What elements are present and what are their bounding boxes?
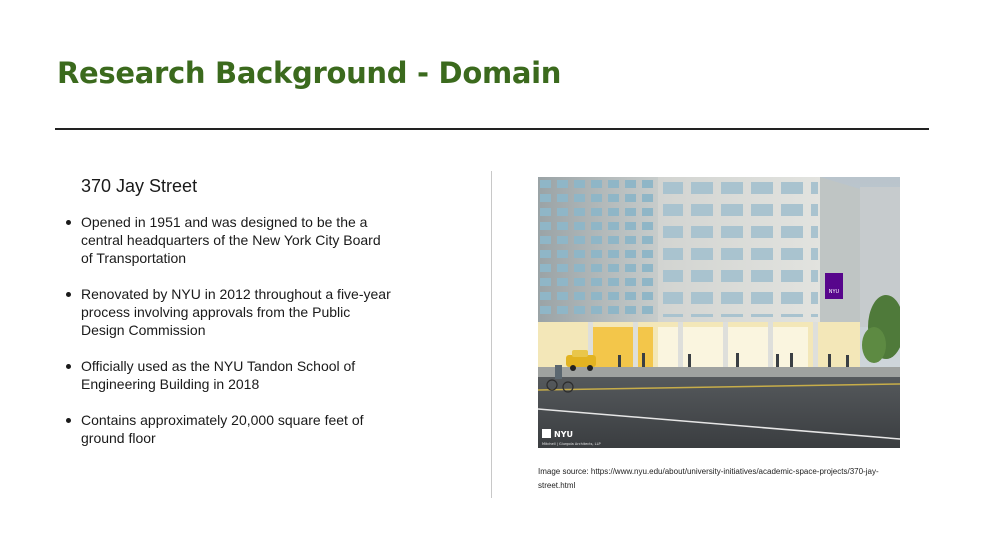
bullet-dot-icon — [66, 220, 71, 225]
bullet-item — [66, 213, 396, 267]
bullet-text: Renovated by NYU in 2012 throughout a five-year process involving approvals from the Public Design Commission — [81, 286, 391, 338]
bullet-text: Officially used as the NYU Tandon School of Engineering Building in 2018 — [81, 358, 356, 392]
overlay-credit: Mitchell | Giurgola Architects, LLP — [542, 442, 601, 446]
nyu-banner — [825, 273, 843, 299]
bullet-dot-icon — [66, 364, 71, 369]
building-illustration — [538, 177, 900, 448]
image-source-caption: Image source: https://www.nyu.edu/about/university-initiatives/academic-space-projects/370-jay-street.html — [538, 467, 879, 490]
banner-logo: NYU — [828, 289, 840, 295]
bullet-list — [66, 213, 396, 447]
bullet-dot-icon — [66, 418, 71, 423]
bullet-item — [66, 357, 396, 393]
bullet-text: Contains approximately 20,000 square feet of ground floor — [81, 412, 364, 446]
bullet-text: Opened in 1951 and was designed to be the a central headquarters of the New York City Board of Transportation — [81, 214, 381, 266]
nyu-torch-icon — [542, 429, 551, 438]
slide-title: Research Background - Domain — [57, 56, 562, 90]
section-subheading: 370 Jay Street — [81, 176, 198, 196]
bullet-item — [66, 285, 396, 339]
overlay-logo: NYU — [554, 430, 573, 439]
text-column — [66, 176, 396, 465]
bullet-item — [66, 411, 396, 447]
bullet-dot-icon — [66, 292, 71, 297]
title-underline — [55, 128, 929, 130]
building-photo — [538, 177, 900, 448]
column-divider — [491, 171, 492, 498]
